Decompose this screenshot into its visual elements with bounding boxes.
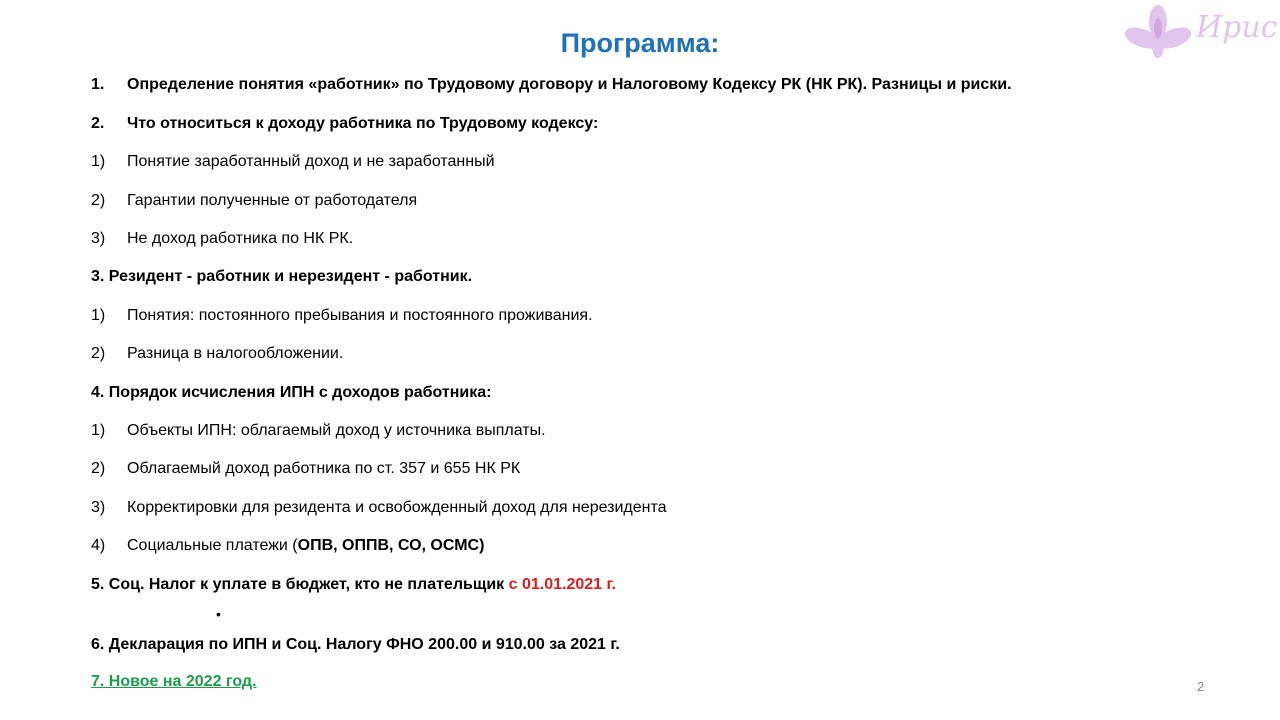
item-text <box>91 576 616 593</box>
item-text <box>127 192 417 210</box>
item-number: 1) <box>91 153 106 170</box>
item-text-main: Облагаемый доход работника по ст. 357 и 655 НК РК <box>127 460 521 477</box>
item-text-main: 6. Декларация по ИПН и Соц. Налогу ФНО 200.00 и 910.00 за 2021 г. <box>91 636 620 653</box>
item-text-main: 5. Соц. Налог к уплате в бюджет, кто не плательщик <box>91 576 509 593</box>
item-text-main: Корректировки для резидента и освобожденный доход для нерезидента <box>127 499 667 516</box>
item-text <box>91 673 257 690</box>
item-text-main: Социальные платежи ( <box>127 537 298 554</box>
item-text <box>91 636 620 653</box>
program-item <box>91 673 257 691</box>
item-text-main: 3. Резидент - работник и нерезидент - работник. <box>91 268 473 285</box>
iris-logo <box>1118 2 1278 64</box>
item-number: 2) <box>91 345 106 362</box>
item-text-main: Понятие заработанный доход и не заработанный <box>127 153 495 170</box>
item-text-main: Не доход работника по НК РК. <box>127 230 354 247</box>
bullet-point: • <box>216 606 221 622</box>
item-number: 4) <box>91 537 106 554</box>
program-item <box>91 384 491 402</box>
item-text <box>127 422 546 440</box>
item-number: 1) <box>91 307 106 324</box>
item-text-main: Объекты ИПН: облагаемый доход у источника выплаты. <box>127 422 546 439</box>
item-text <box>127 499 667 517</box>
item-number: 1. <box>91 76 105 93</box>
item-number: 3) <box>91 230 106 247</box>
item-number: 3) <box>91 499 106 516</box>
item-text-main: Что относиться к доходу работника по Трудовому кодексу: <box>127 115 599 132</box>
item-text-main: 4. Порядок исчисления ИПН с доходов работника: <box>91 384 492 401</box>
item-text <box>127 537 484 555</box>
item-number: 1) <box>91 422 106 439</box>
item-number: 2) <box>91 460 106 477</box>
item-text-main: 7. Новое на 2022 год. <box>91 673 257 690</box>
item-text <box>127 115 598 133</box>
program-item <box>91 268 472 286</box>
item-text <box>91 268 472 285</box>
item-text-bold: ОПВ, ОППВ, СО, ОСМС) <box>297 537 485 554</box>
item-text <box>127 307 593 325</box>
item-text <box>91 384 491 401</box>
item-date-highlight: с 01.01.2021 г. <box>508 576 616 593</box>
item-text <box>127 230 353 248</box>
item-number: 2. <box>91 115 105 132</box>
logo-script-text: Ирис <box>1196 10 1278 45</box>
item-text <box>127 460 520 478</box>
item-text <box>127 153 495 171</box>
item-text <box>127 345 343 363</box>
item-text-main: Определение понятия «работник» по Трудовому договору и Налоговому Кодексу РК (НК РК). Разницы и риски. <box>127 76 1012 93</box>
item-text-main: Разница в налогообложении. <box>127 345 344 362</box>
program-item <box>91 636 620 654</box>
item-text <box>127 76 1012 94</box>
item-number: 2) <box>91 192 106 209</box>
page-number: 2 <box>1197 679 1205 694</box>
program-item <box>91 576 616 594</box>
item-text-main: Понятия: постоянного пребывания и постоянного проживания. <box>127 307 593 324</box>
slide-title: Программа: <box>560 28 720 58</box>
item-text-main: Гарантии полученные от работодателя <box>127 192 418 209</box>
